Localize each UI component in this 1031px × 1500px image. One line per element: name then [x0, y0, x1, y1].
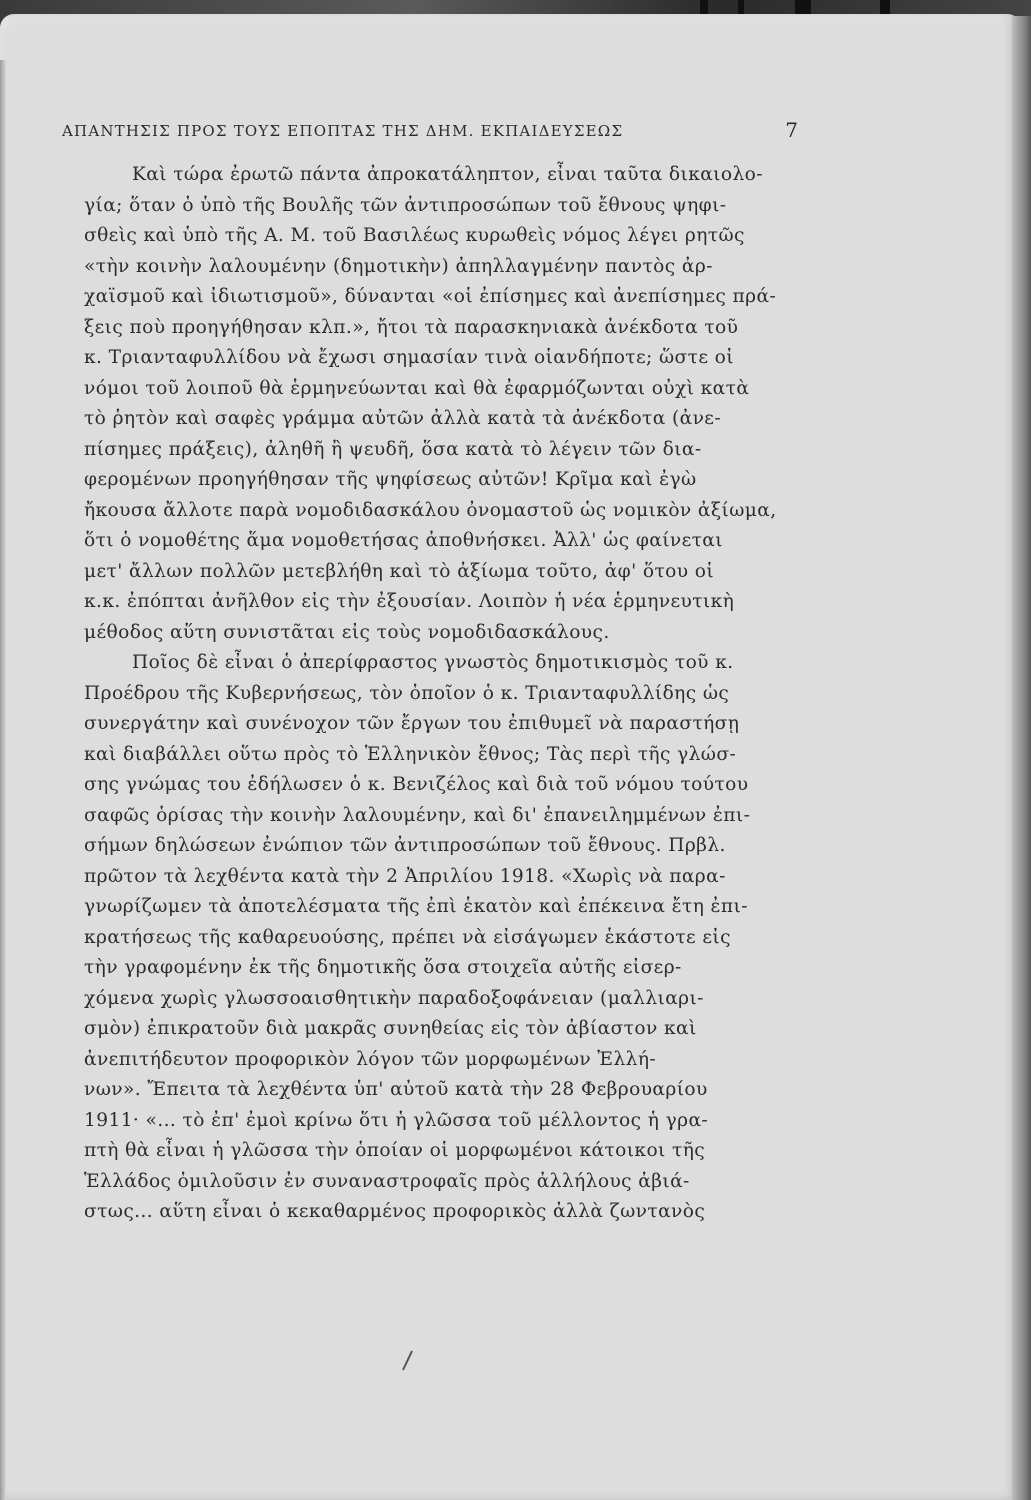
text-line: νόμοι τοῦ λοιποῦ θὰ ἑρμηνεύωνται καὶ θὰ ἐφαρμόζωνται οὐχὶ κατὰ	[84, 377, 750, 399]
text-line: μετ' ἄλλων πολλῶν μετεβλήθη καὶ τὸ ἀξίωμα τοῦτο, ἀφ' ὅτου οἱ	[84, 560, 715, 582]
pencil-mark	[400, 1350, 414, 1372]
text-line: γία; ὅταν ὁ ὑπὸ τῆς Βουλῆς τῶν ἀντιπροσώπων τοῦ ἔθνους ψηφι-	[84, 194, 727, 216]
text-line: σαφῶς ὁρίσας τὴν κοινὴν λαλουμένην, καὶ δι' ἐπανειλημμένων ἐπι-	[84, 804, 751, 826]
text-line: πρῶτον τὰ λεχθέντα κατὰ τὴν 2 Ἀπριλίου 1918. «Χωρὶς νὰ παρα-	[84, 865, 726, 887]
text-line: Προέδρου τῆς Κυβερνήσεως, τὸν ὁποῖον ὁ κ. Τριανταφυλλίδης ὡς	[84, 682, 730, 704]
text-line: τὸ ῥητὸν καὶ σαφὲς γράμμα αὐτῶν ἀλλὰ κατὰ τὰ ἀνέκδοτα (ἀνε-	[84, 408, 722, 429]
text-line: 1911· «... τὸ ἐπ' ἐμοὶ κρίνω ὅτι ἡ γλῶσσα τοῦ μέλλοντος ἡ γρα-	[84, 1109, 709, 1131]
text-line: μέθοδος αὕτη συνιστᾶται εἰς τοὺς νομοδιδασκάλους.	[84, 621, 610, 643]
text-line: σης γνώμας του ἐδήλωσεν ὁ κ. Βενιζέλος καὶ διὰ τοῦ νόμου τούτου	[84, 774, 749, 795]
text-line: Ποῖος δὲ εἶναι ὁ ἀπερίφραστος γνωστὸς δημοτικισμὸς τοῦ κ.	[132, 652, 734, 673]
text-line: ἤκουσα ἄλλοτε παρὰ νομοδιδασκάλου ὀνομαστοῦ ὡς νομικὸν ἀξίωμα,	[84, 499, 777, 521]
body-text	[84, 160, 804, 1228]
text-line: σήμων δηλώσεων ἐνώπιον τῶν ἀντιπροσώπων τοῦ ἔθνους. Πρβλ.	[84, 835, 726, 856]
text-line: νων». Ἔπειτα τὰ λεχθέντα ὑπ' αὐτοῦ κατὰ τὴν 28 Φεβρουαρίου	[84, 1079, 708, 1100]
text-line: χόμενα χωρὶς γλωσσοαισθητικὴν παραδοξοφάνειαν (μαλλιαρι-	[84, 987, 704, 1009]
page-number: 7	[785, 118, 798, 142]
page-left-edge	[0, 60, 6, 1500]
text-line: στως... αὕτη εἶναι ὁ κεκαθαρμένος προφορικὸς ἀλλὰ ζωντανὸς	[84, 1201, 706, 1222]
running-title: ΑΠΑΝΤΗΣΙΣ ΠΡΟΣ ΤΟΥΣ ΕΠΟΠΤΑΣ ΤΗΣ ΔΗΜ. ΕΚΠΑΙΔΕΥΣΕΩΣ	[62, 122, 624, 140]
text-line: σμὸν) ἐπικρατοῦν διὰ μακρᾶς συνηθείας εἰς τὸν ἀβίαστον καὶ	[84, 1018, 697, 1039]
text-line: χαϊσμοῦ καὶ ἰδιωτισμοῦ», δύνανται «οἱ ἐπίσημες καὶ ἀνεπίσημες πρά-	[84, 286, 777, 307]
text-line: πίσημες πράξεις), ἀληθῆ ἢ ψευδῆ, ὅσα κατὰ τὸ λέγειν τῶν δια-	[84, 438, 702, 460]
text-line: ἀνεπιτήδευτον προφορικὸν λόγον τῶν μορφωμένων Ἑλλή-	[84, 1048, 657, 1070]
page-right-edge	[1012, 16, 1031, 1500]
text-line: τὴν γραφομένην ἐκ τῆς δημοτικῆς ὅσα στοιχεῖα αὐτῆς εἰσερ-	[84, 957, 682, 978]
text-line: πτὴ θὰ εἶναι ἡ γλῶσσα τὴν ὁποίαν οἱ μορφωμένοι κάτοικοι τῆς	[84, 1140, 706, 1161]
text-line: Καὶ τώρα ἐρωτῶ πάντα ἀπροκατάληπτον, εἶναι ταῦτα δικαιολο-	[132, 164, 763, 185]
text-line: κ. Τριανταφυλλίδου νὰ ἔχωσι σημασίαν τινὰ οἱανδήποτε; ὥστε οἱ	[84, 347, 734, 368]
text-line: γνωρίζωμεν τὰ ἀποτελέσματα τῆς ἐπὶ ἑκατὸν καὶ ἐπέκεινα ἔτη ἐπι-	[84, 896, 748, 917]
text-line: ὅτι ὁ νομοθέτης ἅμα νομοθετήσας ἀποθνήσκει. Ἀλλ' ὡς φαίνεται	[84, 530, 723, 551]
text-line: κ.κ. ἐπόπται ἀνῆλθον εἰς τὴν ἐξουσίαν. Λοιπὸν ἡ νέα ἑρμηνευτικὴ	[84, 591, 735, 612]
text-line: ξεις ποὺ προηγήθησαν κλπ.», ἤτοι τὰ παρασκηνιακὰ ἀνέκδοτα τοῦ	[84, 316, 739, 338]
text-line: «τὴν κοινὴν λαλουμένην (δημοτικὴν) ἀπηλλαγμένην παντὸς ἀρ-	[84, 255, 713, 277]
text-line: κρατήσεως τῆς καθαρευούσης, πρέπει νὰ εἰσάγωμεν ἑκάστοτε εἰς	[84, 926, 731, 948]
text-line: συνεργάτην καὶ συνένοχον τῶν ἔργων του ἐπιθυμεῖ νὰ παραστήσῃ	[84, 713, 740, 734]
text-line: Ἑλλάδος ὁμιλοῦσιν ἐν συναναστροφαῖς πρὸς ἀλλήλους ἀβιά-	[84, 1170, 690, 1192]
text-line: φερομένων προηγήθησαν τῆς ψηφίσεως αὐτῶν! Κρῖμα καὶ ἐγὼ	[84, 469, 697, 490]
text-line: καὶ διαβάλλει οὕτω πρὸς τὸ Ἑλληνικὸν ἔθνος; Τὰς περὶ τῆς γλώσ-	[84, 743, 737, 765]
running-header	[62, 118, 798, 148]
text-line: σθεὶς καὶ ὑπὸ τῆς Α. Μ. τοῦ Βασιλέως κυρωθεὶς νόμος λέγει ρητῶς	[84, 225, 745, 246]
